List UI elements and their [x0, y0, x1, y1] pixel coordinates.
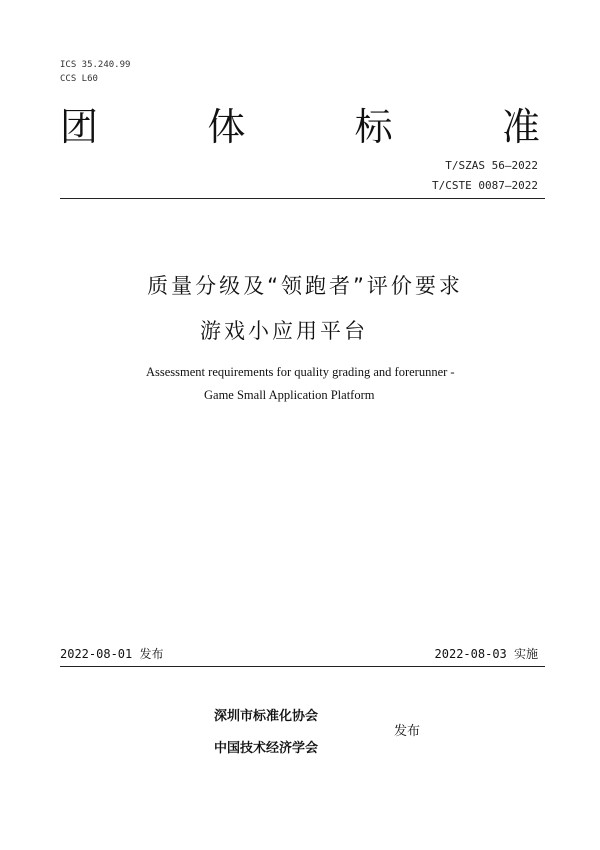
english-title-line-2: Game Small Application Platform [204, 388, 375, 402]
standard-numbers [432, 156, 538, 196]
chinese-title-line-1: 质量分级及“领跑者”评价要求 [147, 274, 463, 298]
standard-category-title [60, 104, 540, 150]
publisher-org-2: 中国技术经济学会 [214, 741, 319, 756]
classification-codes [60, 58, 130, 86]
top-divider [60, 198, 545, 199]
ics-code: ICS 35.240.99 [60, 60, 131, 70]
category-char-2: 体 [207, 105, 246, 149]
implement-date: 2022-08-03 实施 [434, 647, 538, 661]
english-title-line-1: Assessment requirements for quality grading and forerunner - [146, 365, 455, 379]
bottom-divider [60, 666, 545, 667]
publisher-org-1: 深圳市标准化协会 [214, 709, 319, 724]
chinese-title-line-2: 游戏小应用平台 [200, 319, 368, 343]
category-char-1: 团 [60, 105, 99, 149]
standard-number-cste: T/CSTE 0087—2022 [432, 179, 538, 192]
publish-date: 2022-08-01 发布 [60, 647, 164, 661]
standard-number-szas: T/SZAS 56—2022 [445, 159, 538, 172]
ccs-code: CCS L60 [60, 74, 98, 84]
publish-action: 发布 [394, 724, 421, 739]
category-char-3: 标 [354, 105, 393, 149]
category-char-4: 准 [501, 105, 540, 149]
